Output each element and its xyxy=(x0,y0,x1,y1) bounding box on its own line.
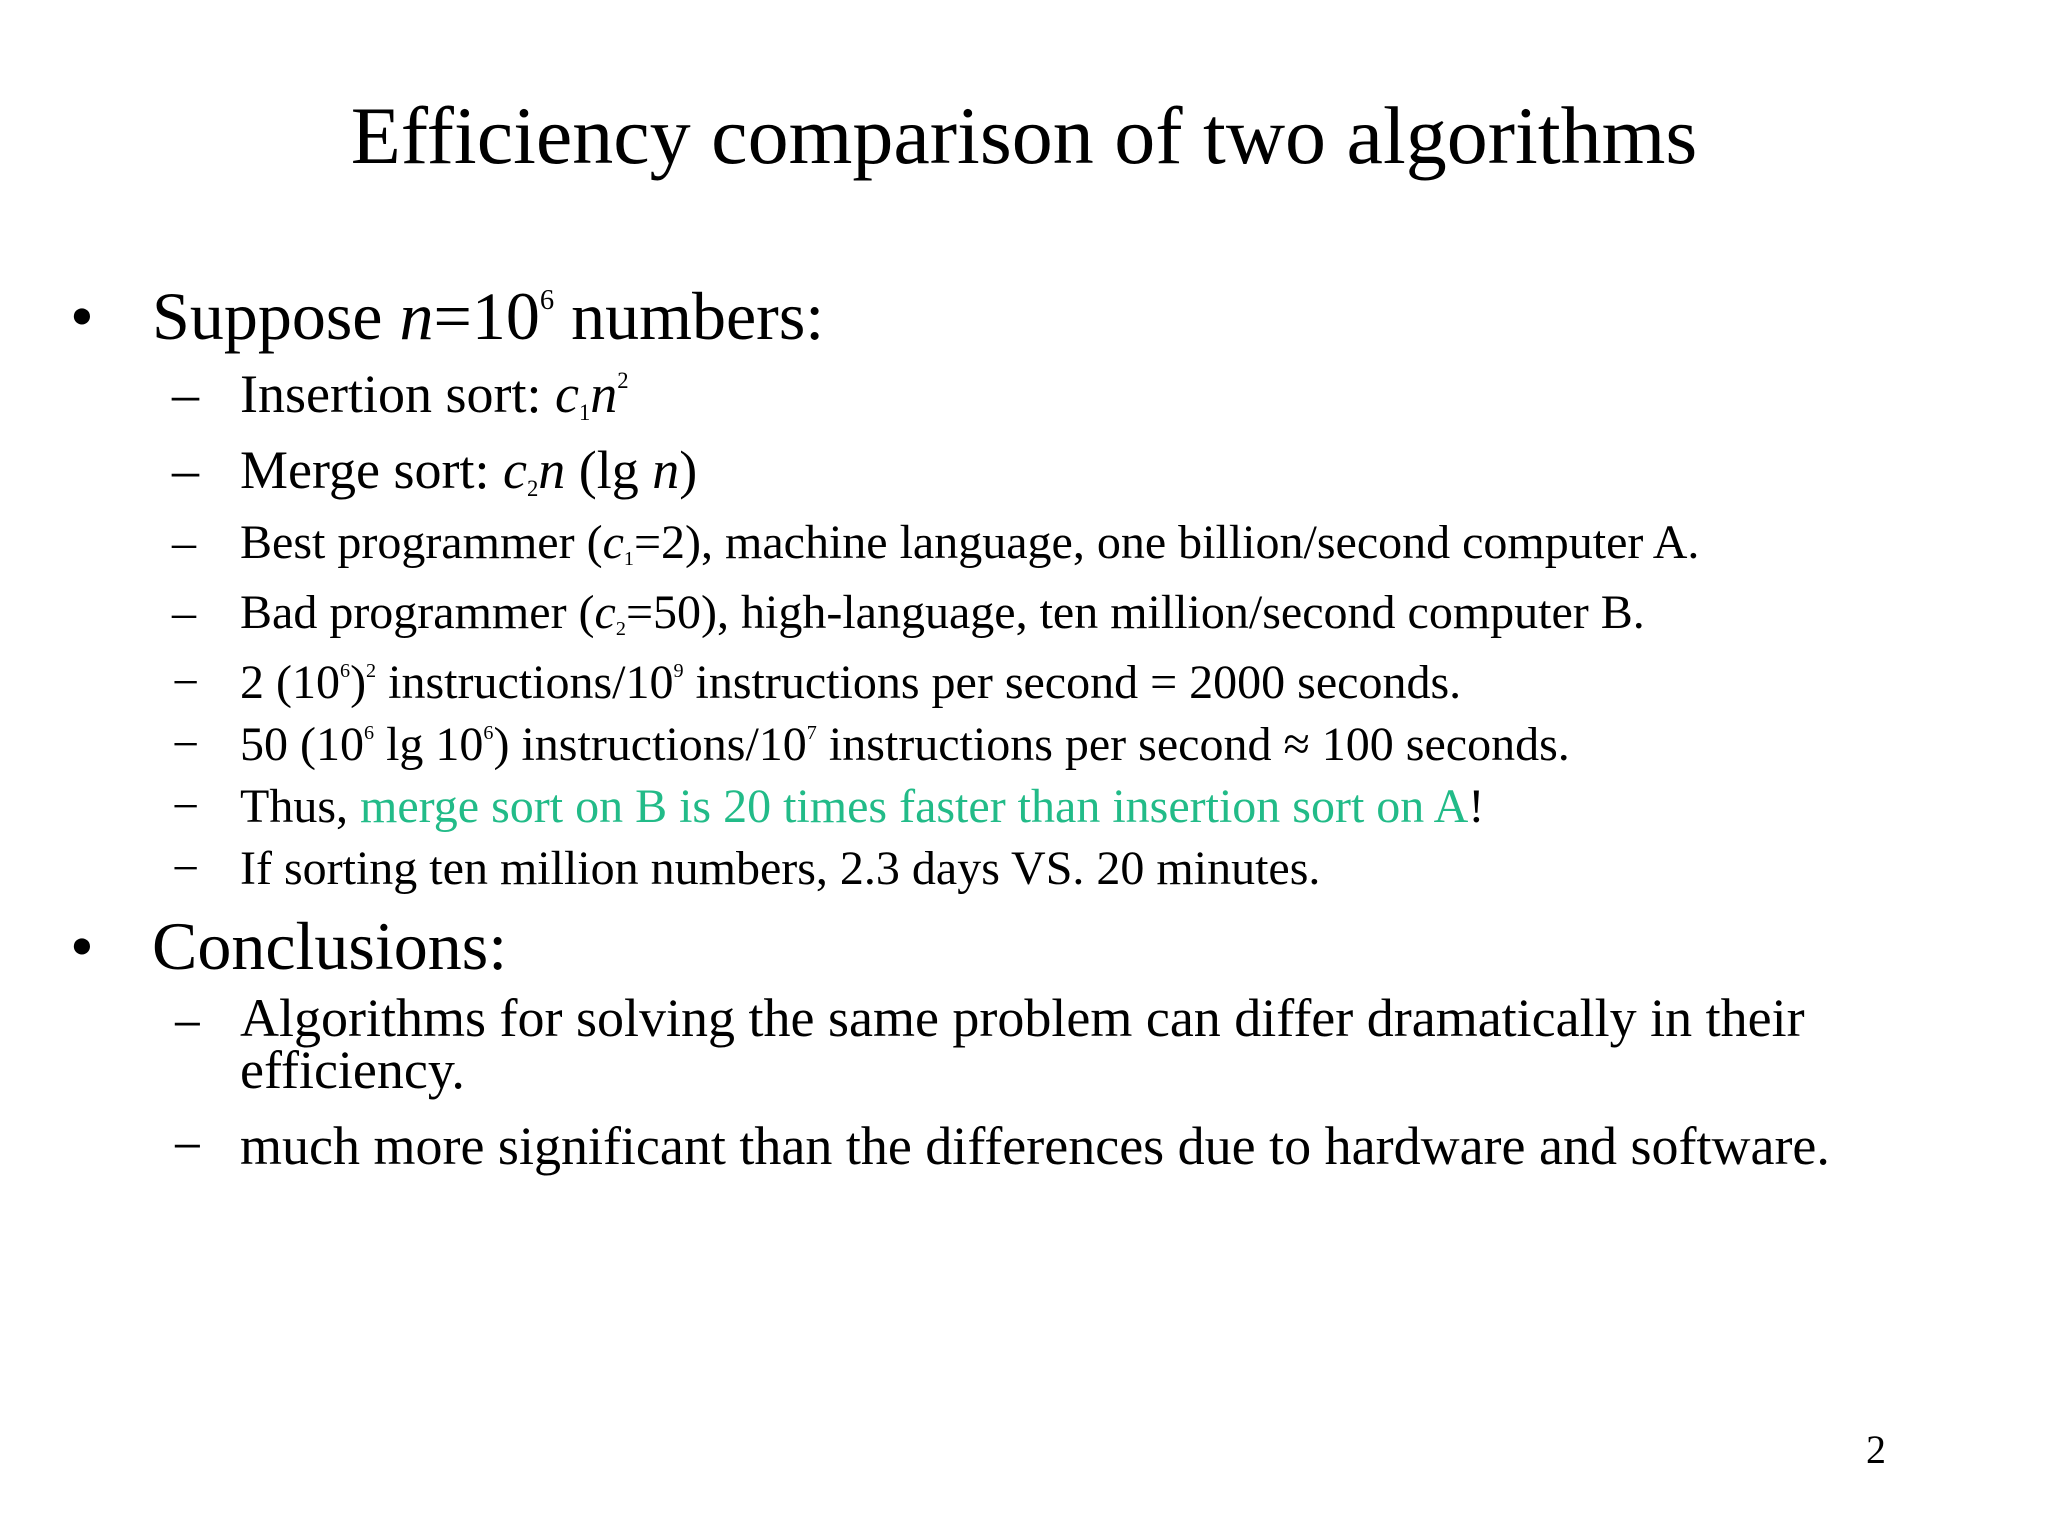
conclusion-text: much more significant than the differences due to hardware and software. xyxy=(240,1116,1830,1176)
bullet-conclusions xyxy=(70,906,507,986)
item-calc-insertion: − 2 $(10^6)^2$ instructions/$10^9$ instructions per second = 2000 seconds. xyxy=(172,654,2022,712)
highlight-text: merge sort on B is 20 times faster than insertion sort on A xyxy=(360,780,1469,833)
item-best-programmer: – Best programmer $(c_1=2)$, machine language, one billion/second computer A. xyxy=(172,516,1700,571)
item-insertion-sort: – Insertion sort: $c_1n^2$ xyxy=(172,364,629,425)
dash-marker: − xyxy=(172,718,200,771)
dash-marker: − xyxy=(172,656,200,709)
dash-marker: − xyxy=(172,994,203,1054)
item-if-sorting: − If sorting ten million numbers, 2.3 days VS. 20 minutes. xyxy=(172,840,2022,898)
page-number: 2 xyxy=(1866,1427,1886,1472)
dash-marker: – xyxy=(172,586,196,639)
conclusion-text: Algorithms for solving the same problem can differ dramatically in their efficiency. xyxy=(240,988,1805,1100)
dash-marker: − xyxy=(172,1116,203,1176)
dash-marker: – xyxy=(172,516,196,569)
dash-marker: – xyxy=(172,440,199,500)
dash-marker: − xyxy=(172,780,200,833)
bullet-text: Conclusions: xyxy=(152,908,508,984)
item-calc-merge: − 50 ($10^6$ $\lg 10^6$) instructions/$10^7$ instructions per second ≈ 100 seconds. xyxy=(172,716,2022,774)
item-merge-sort: – Merge sort: $c_2n$ (lg n) xyxy=(172,440,698,501)
dash-marker: – xyxy=(172,364,199,424)
bullet-marker: • xyxy=(70,908,94,984)
item-thus: − Thus, merge sort on B is 20 times faster than insertion sort on A! xyxy=(172,778,2022,836)
bullet-suppose xyxy=(70,276,824,356)
conclusion-item xyxy=(172,1114,2022,1178)
dash-marker: − xyxy=(172,842,200,895)
item-bad-programmer: – Bad programmer $(c_2=50)$, high-language, ten million/second computer B. xyxy=(172,586,1645,641)
bullet-marker: • xyxy=(70,278,94,354)
slide-title: Efficiency comparison of two algorithms xyxy=(350,90,1698,181)
conclusion-item xyxy=(172,988,2022,1100)
bullet-text: Suppose $n=10^6$ numbers: xyxy=(152,278,825,354)
